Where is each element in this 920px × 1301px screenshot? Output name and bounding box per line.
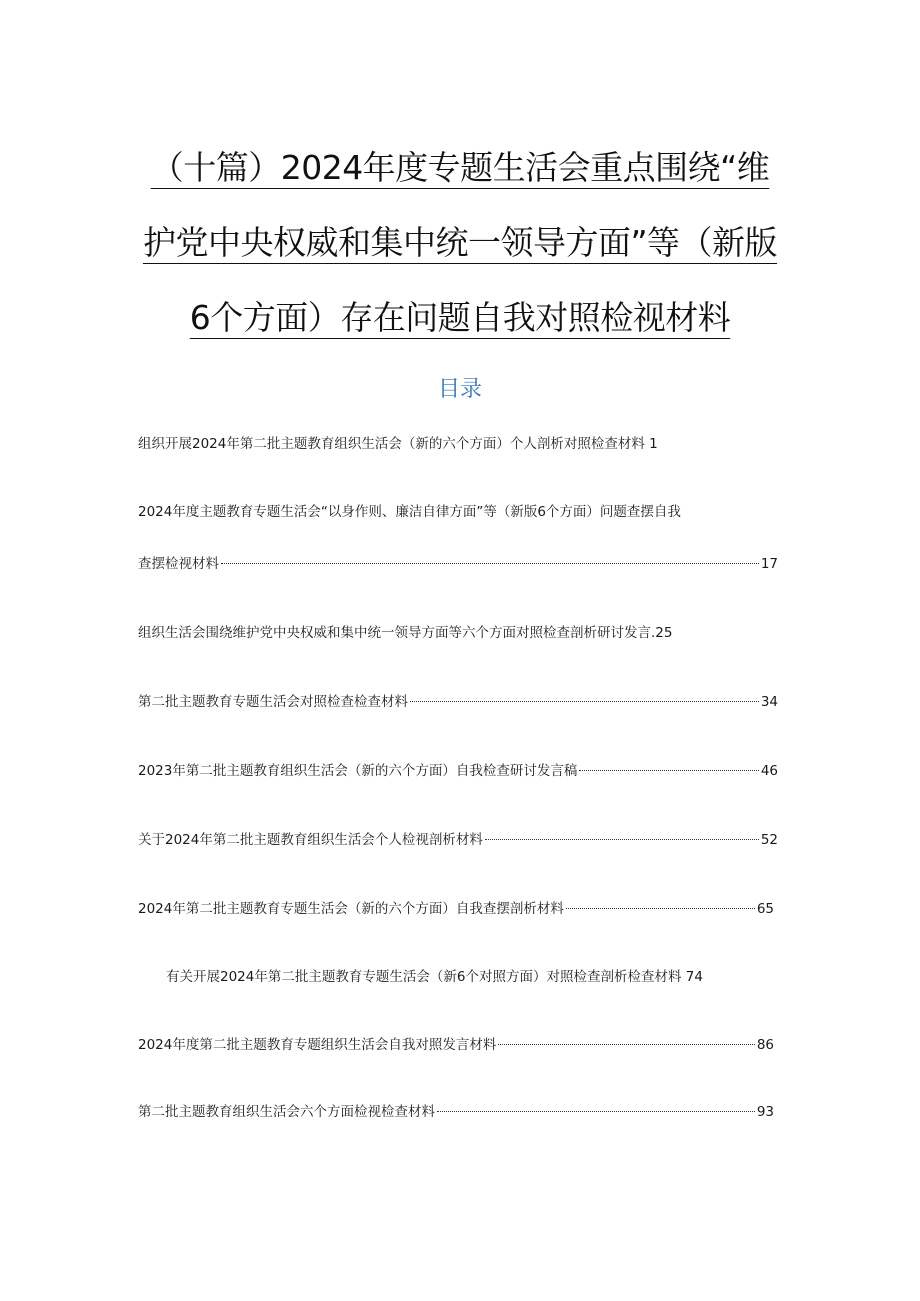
toc-page-number: 52 xyxy=(760,832,778,848)
toc-page-number: 65 xyxy=(756,901,774,917)
toc-entry-text: 第二批主题教育组织生活会六个方面检视检查材料 xyxy=(138,1104,435,1120)
document-title: （十篇）2024年度专题生活会重点围绕“维护党中央权威和集中统一领导方面”等（新版6个方面）存在问题自我对照检视材料 xyxy=(142,148,778,337)
toc-entry[interactable] xyxy=(138,899,774,919)
toc-entry-text: 2024年度主题教育专题生活会“以身作则、廉洁自律方面”等（新版6个方面）问题查摆自我 xyxy=(138,504,681,520)
toc-heading: 目录 xyxy=(437,377,482,402)
toc-dot-leader xyxy=(566,908,755,909)
toc-entry-text: 2024年度第二批主题教育专题组织生活会自我对照发言材料 xyxy=(138,1037,497,1053)
toc-page-number: 93 xyxy=(756,1104,774,1120)
toc-entry[interactable] xyxy=(138,623,672,643)
toc-entry-text: 2023年第二批主题教育组织生活会（新的六个方面）自我检查研讨发言稿 xyxy=(138,763,578,779)
toc-dot-leader xyxy=(410,701,759,702)
toc-page-number: 86 xyxy=(756,1037,774,1053)
toc-entry-text: 组织生活会围绕维护党中央权威和集中统一领导方面等六个方面对照检查剖析研讨发言.25 xyxy=(138,625,673,641)
toc-entry[interactable] xyxy=(138,692,778,712)
toc-entry[interactable] xyxy=(138,434,658,454)
toc-entry-text: 关于2024年第二批主题教育组织生活会个人检视剖析材料 xyxy=(138,832,483,848)
toc-dot-leader xyxy=(579,770,758,771)
toc-entry[interactable] xyxy=(138,554,778,574)
toc-entry[interactable] xyxy=(138,1035,774,1055)
toc-page-number: 46 xyxy=(760,763,778,779)
toc-entry-text: 2024年第二批主题教育专题生活会（新的六个方面）自我查摆剖析材料 xyxy=(138,901,564,917)
toc-dot-leader xyxy=(498,1044,754,1045)
toc-page-number: 17 xyxy=(760,556,778,572)
toc-dot-leader xyxy=(437,1111,755,1112)
toc-entry[interactable] xyxy=(138,502,681,522)
toc-entry-text: 查摆检视材料 xyxy=(138,556,219,572)
toc-entry[interactable] xyxy=(138,761,778,781)
toc-entry[interactable] xyxy=(138,830,778,850)
toc-dot-leader xyxy=(485,839,759,840)
toc-entry-text: 有关开展2024年第二批主题教育专题生活会（新6个对照方面）对照检查剖析检查材料 74 xyxy=(166,969,703,985)
toc-entry-text: 第二批主题教育专题生活会对照检查检查材料 xyxy=(138,694,408,710)
toc-dot-leader xyxy=(221,563,759,564)
toc-entry-text: 组织开展2024年第二批主题教育组织生活会（新的六个方面）个人剖析对照检查材料 1 xyxy=(138,436,658,452)
toc-page-number: 34 xyxy=(760,694,778,710)
toc-entry[interactable] xyxy=(138,1102,774,1122)
toc-entry[interactable] xyxy=(166,967,703,987)
